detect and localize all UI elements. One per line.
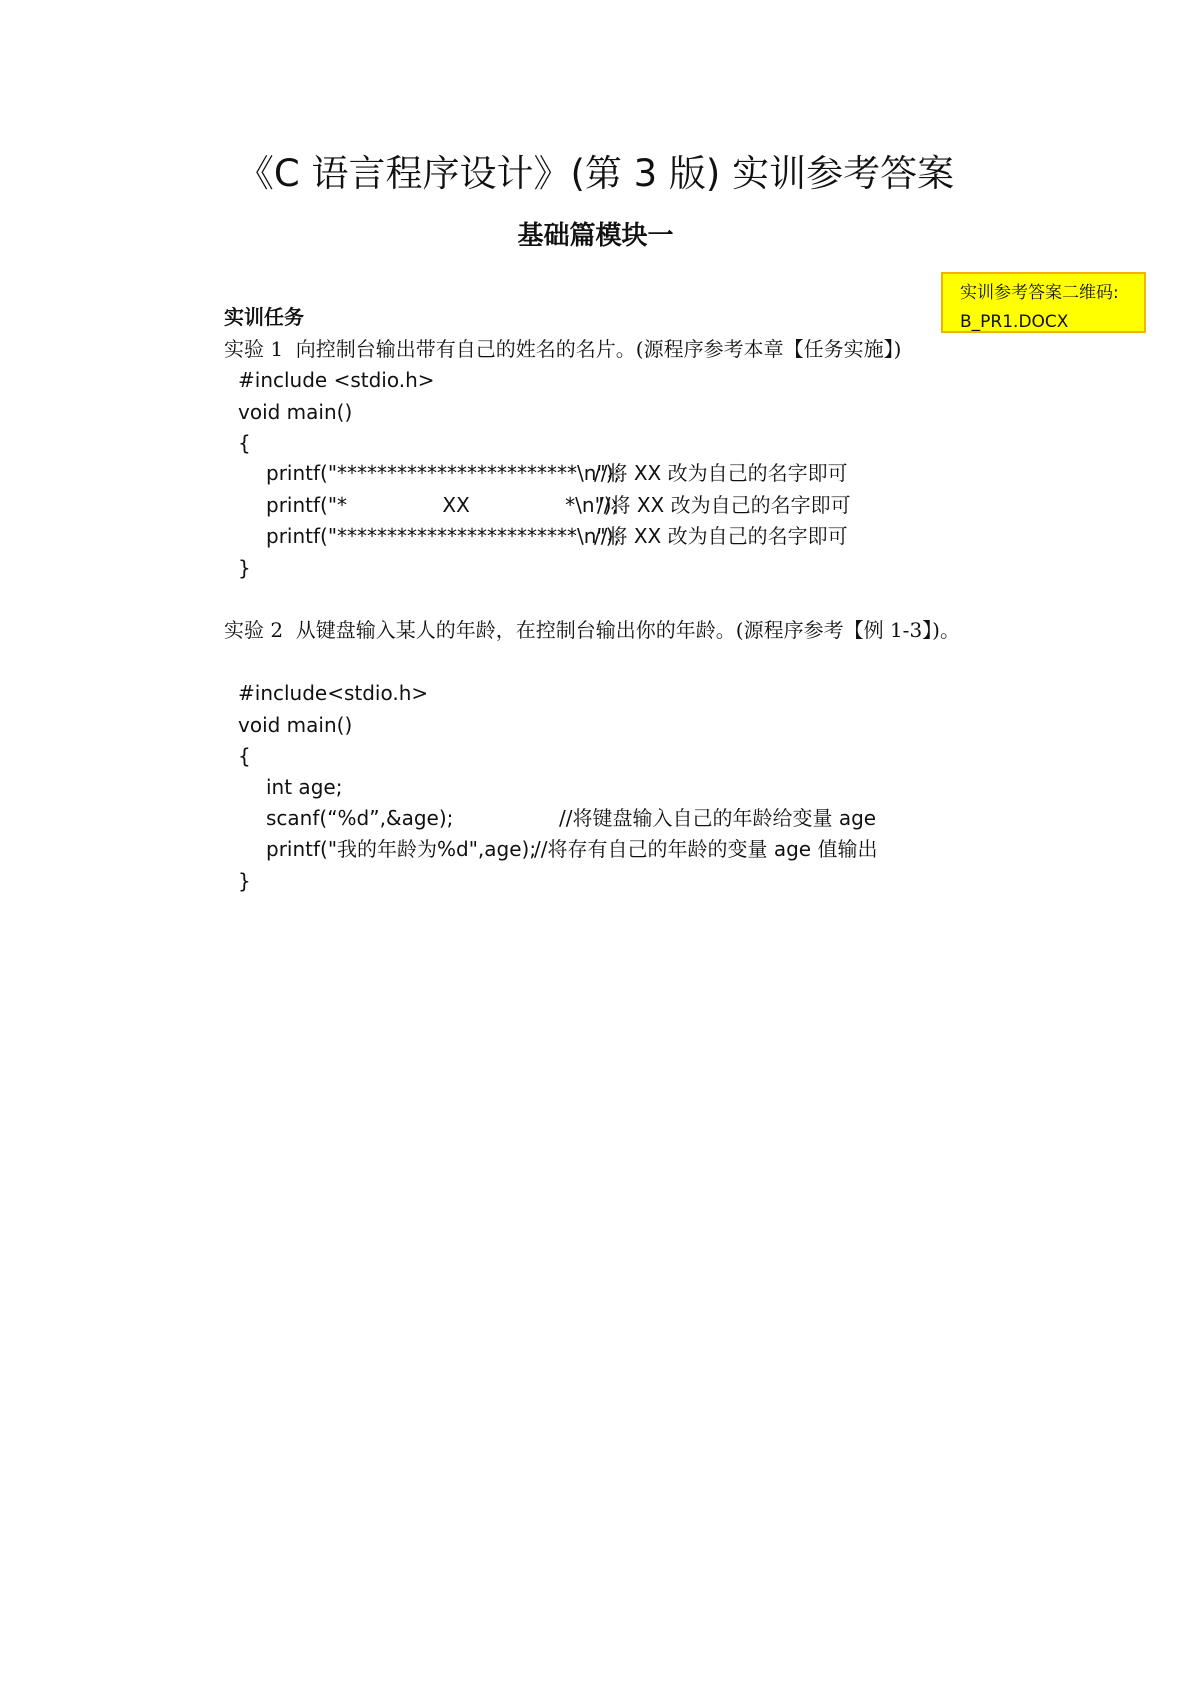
code-line: }	[238, 556, 251, 580]
code-line: void main()	[238, 713, 353, 737]
code-line: scanf(“%d”,&age);	[266, 806, 454, 830]
code-comment: //将 XX 改为自己的名字即可	[597, 493, 851, 517]
code-line: printf("************************\n");	[266, 524, 621, 548]
document-subtitle: 基础篇模块一	[517, 221, 674, 251]
code-line: printf("************************\n");	[266, 461, 621, 485]
callout-filename: B_PR1.DOCX	[960, 312, 1069, 332]
code-line: printf("我的年龄为%d",age);	[266, 837, 537, 861]
experiment-2-description: 实验 2 从键盘输入某人的年龄，在控制台输出你的年龄。(源程序参考【例 1-3】)。	[224, 618, 960, 642]
code-line: {	[238, 744, 251, 768]
code-line: }	[238, 869, 251, 893]
code-comment: //将键盘输入自己的年龄给变量 age	[559, 806, 877, 830]
code-line: printf("* XX *\n");	[266, 493, 619, 517]
code-comment: //将 XX 改为自己的名字即可	[594, 524, 848, 548]
code-line: {	[238, 431, 251, 455]
code-comment: //将 XX 改为自己的名字即可	[594, 461, 848, 485]
code-line: #include<stdio.h>	[238, 681, 429, 705]
code-comment: //将存有自己的年龄的变量 age 值输出	[534, 837, 878, 861]
code-line: void main()	[238, 400, 353, 424]
callout-label: 实训参考答案二维码:	[960, 283, 1119, 303]
code-line: int age;	[266, 775, 343, 799]
document-title: 《C 语言程序设计》(第 3 版) 实训参考答案	[236, 152, 955, 195]
section-heading: 实训任务	[224, 305, 304, 329]
qr-code-callout-box	[941, 272, 1146, 333]
code-line: #include <stdio.h>	[238, 368, 435, 392]
experiment-1-description: 实验 1 向控制台输出带有自己的姓名的名片。(源程序参考本章【任务实施】)	[224, 337, 902, 361]
